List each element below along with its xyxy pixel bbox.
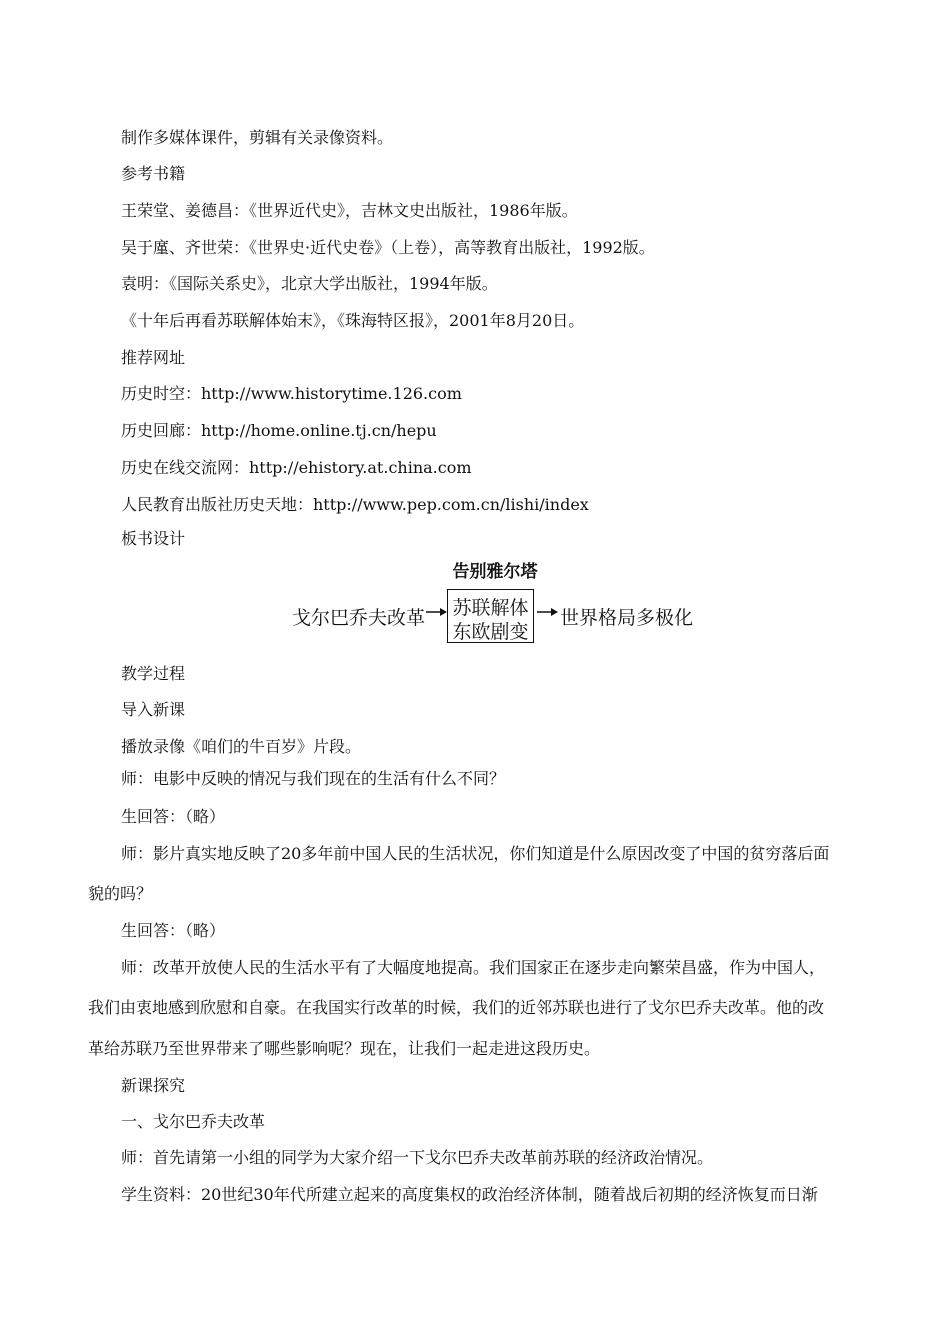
paragraph-line: 我们由衷地感到欣慰和自豪。在我国实行改革的时候，我们的近邻苏联也进行了戈尔巴乔夫改革。他的改 [88, 998, 825, 1017]
reference-item: 吴于廑、齐世荣：《世界史·近代史卷》（上卷），高等教育出版社，1992版。 [121, 238, 655, 257]
section-heading: 教学过程 [121, 664, 186, 683]
reference-item: 《十年后再看苏联解体始末》，《珠海特区报》，2001年8月20日。 [121, 311, 585, 330]
section-heading: 参考书籍 [121, 164, 186, 183]
website-item: 历史时空：http://www.historytime.126.com [121, 384, 462, 403]
diagram-box-line-1: 苏联解体 [452, 597, 529, 619]
arrow-right-icon [426, 604, 448, 620]
dialogue-line: 师：电影中反映的情况与我们现在的生活有什么不同？ [121, 769, 506, 788]
paragraph-line: 革给苏联乃至世界带来了哪些影响呢？现在，让我们一起走进这段历史。 [88, 1039, 601, 1058]
website-item: 历史回廊：http://home.online.tj.cn/hepu [121, 421, 437, 440]
paragraph-line: 师：改革开放使人民的生活水平有了大幅度地提高。我们国家正在逐步走向繁荣昌盛，作为中国人， [121, 958, 826, 977]
dialogue-line: 生回答：（略） [121, 921, 226, 940]
website-item: 历史在线交流网：http://ehistory.at.china.com [121, 458, 472, 477]
dialogue-line: 师：首先请第一小组的同学为大家介绍一下戈尔巴乔夫改革前苏联的经济政治情况。 [121, 1148, 714, 1167]
paragraph-line: 师：影片真实地反映了20多年前中国人民的生活状况，你们知道是什么原因改变了中国的贫穷落后面 [121, 844, 830, 863]
diagram-box-line-2: 东欧剧变 [452, 621, 529, 643]
section-heading: 一、戈尔巴乔夫改革 [121, 1112, 266, 1131]
dialogue-line: 生回答：（略） [121, 807, 226, 826]
section-heading: 推荐网址 [121, 348, 186, 367]
section-heading: 板书设计 [121, 529, 186, 548]
website-item: 人民教育出版社历史天地：http://www.pep.com.cn/lishi/index [121, 495, 589, 514]
section-heading: 新课探究 [121, 1076, 186, 1095]
diagram-right-label: 世界格局多极化 [560, 607, 694, 629]
text-line: 制作多媒体课件，剪辑有关录像资料。 [121, 128, 394, 147]
section-heading: 导入新课 [121, 700, 186, 719]
paragraph-line: 貌的吗？ [88, 884, 153, 903]
reference-item: 袁明：《国际关系史》，北京大学出版社，1994年版。 [121, 274, 498, 293]
diagram-title: 告别雅尔塔 [452, 562, 538, 582]
text-line: 播放录像《咱们的牛百岁》片段。 [121, 737, 362, 756]
diagram-left-label: 戈尔巴乔夫改革 [292, 607, 426, 629]
arrow-right-icon [537, 604, 559, 620]
diagram-center-box [447, 589, 534, 643]
paragraph-line: 学生资料：20世纪30年代所建立起来的高度集权的政治经济体制，随着战后初期的经济恢复而日渐 [121, 1185, 818, 1204]
reference-item: 王荣堂、姜德昌：《世界近代史》，吉林文史出版社，1986年版。 [121, 201, 578, 220]
